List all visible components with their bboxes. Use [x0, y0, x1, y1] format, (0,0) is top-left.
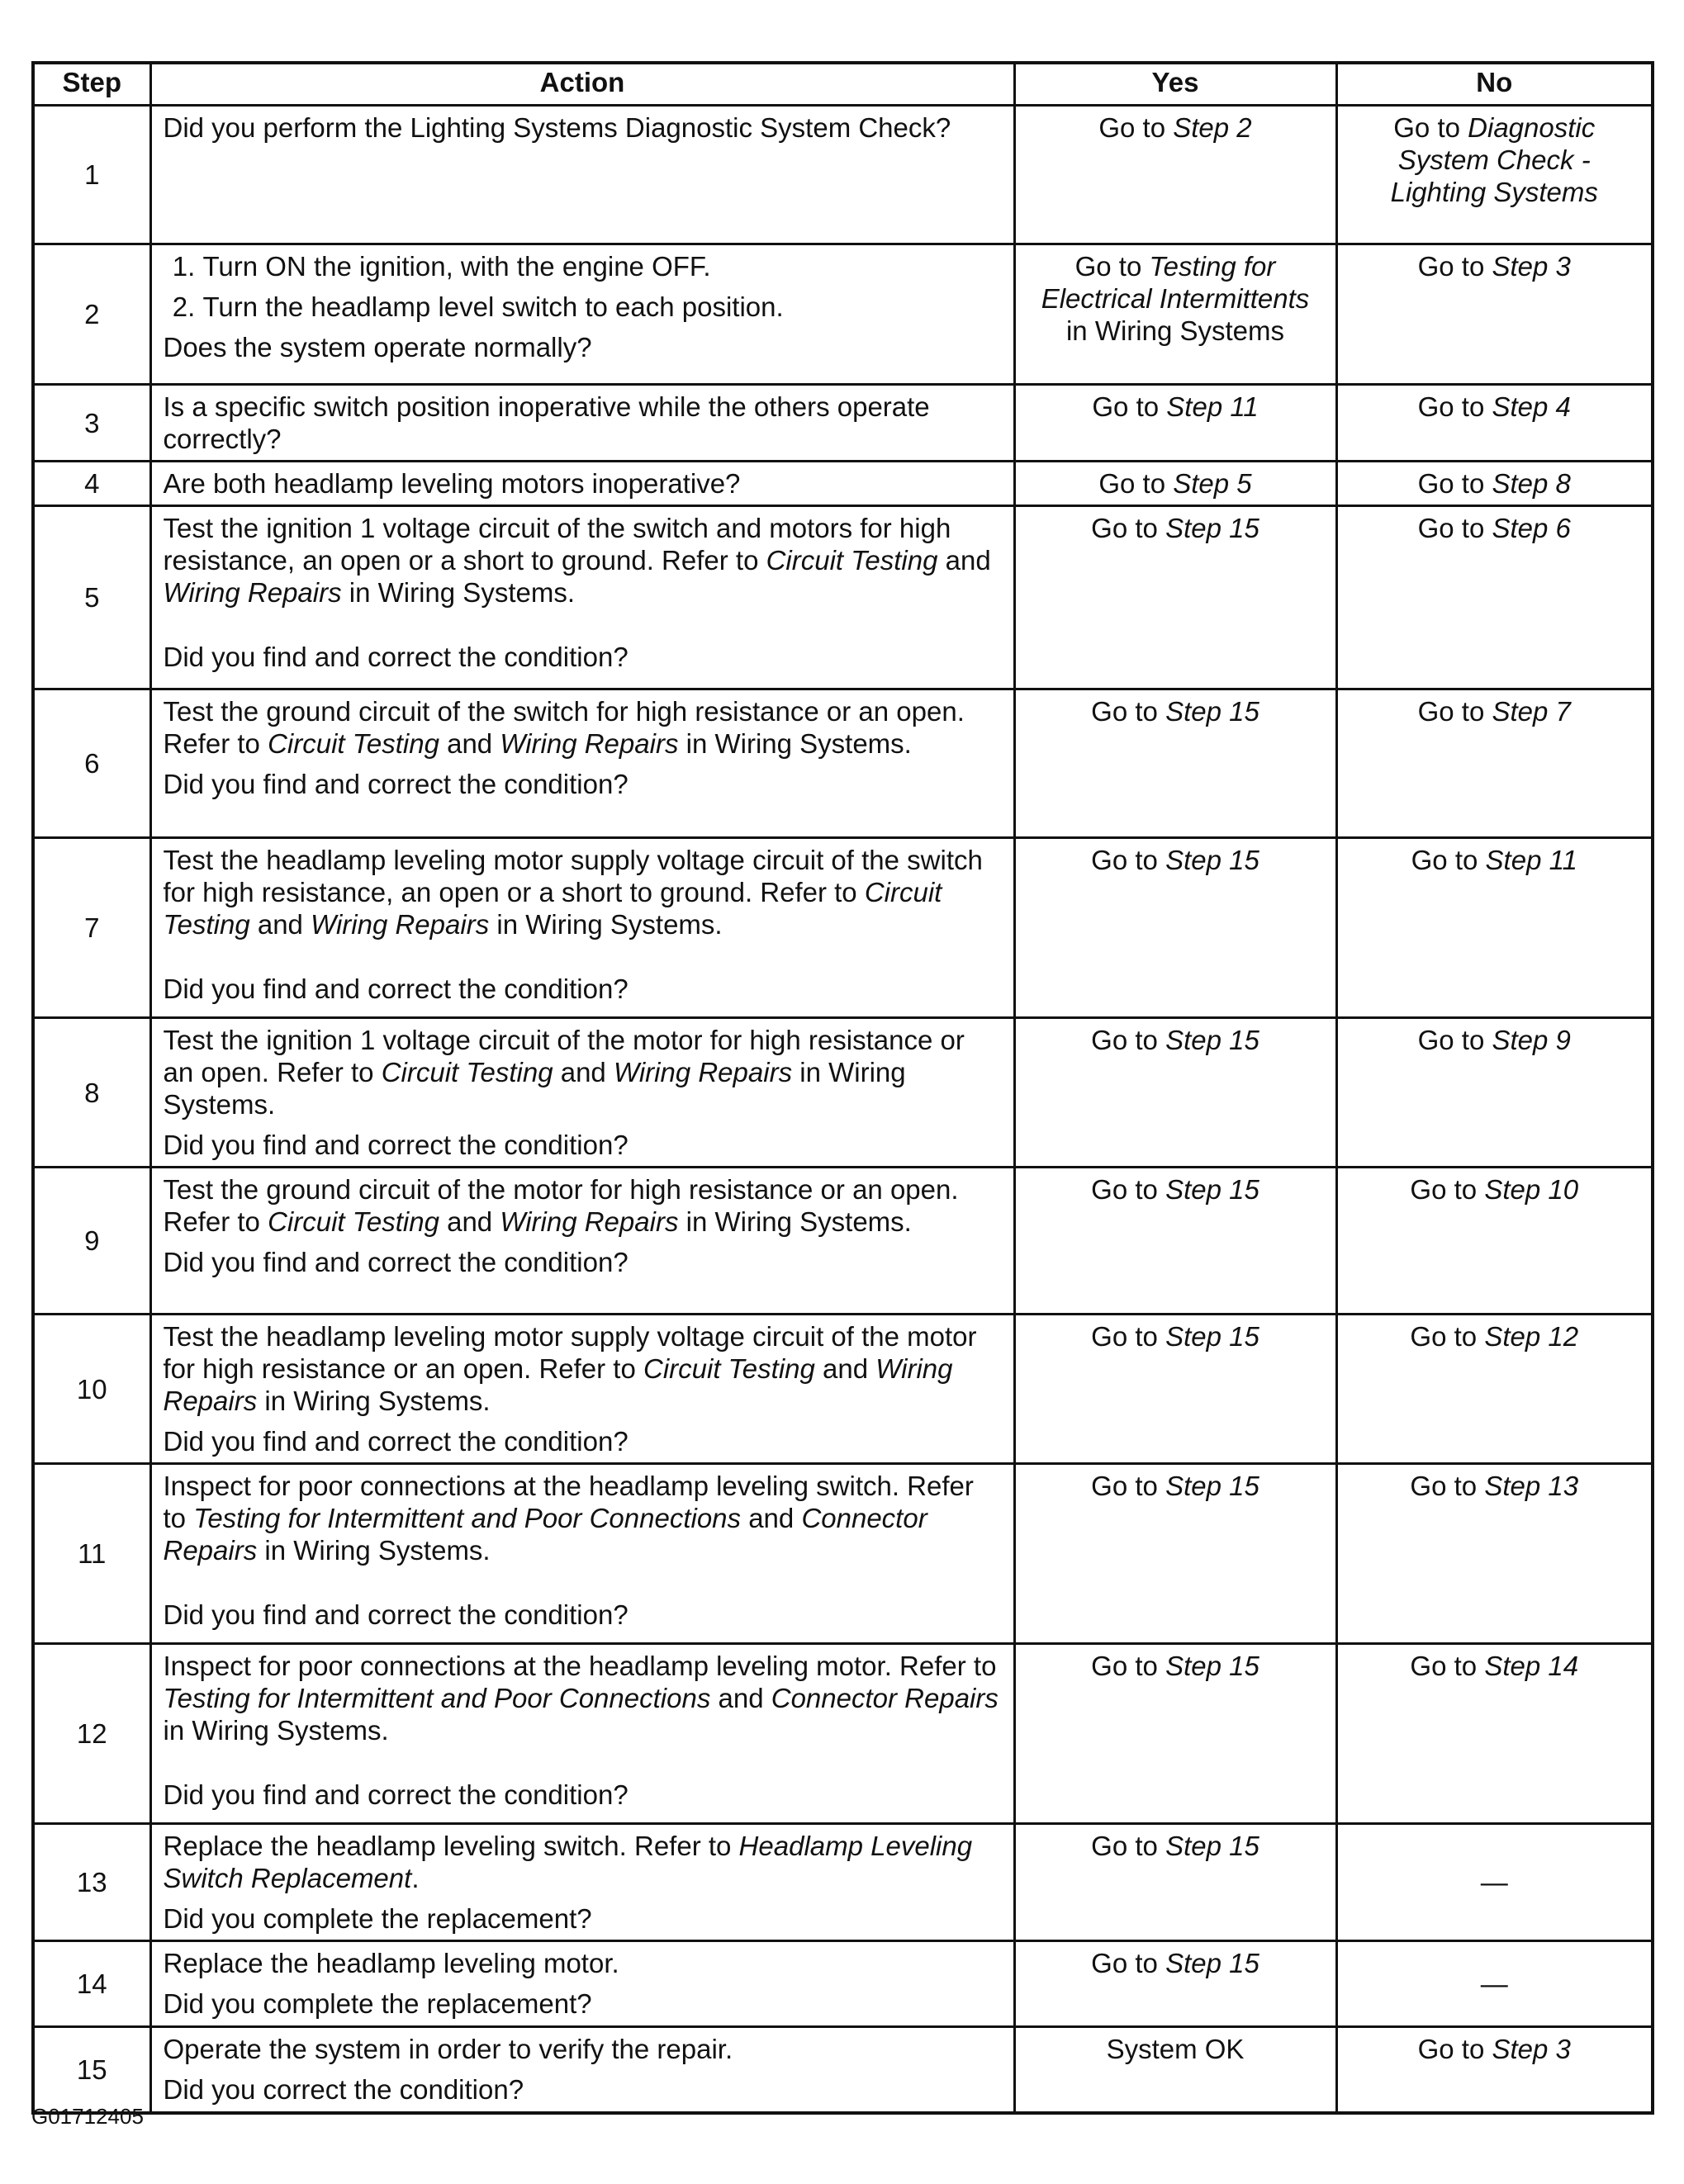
step-number: 7: [33, 838, 150, 1018]
action-text-fragment: in Wiring Systems.: [257, 1386, 491, 1416]
reference-link: Wiring Repairs: [500, 728, 679, 759]
yes-goto-text: Go to: [1091, 696, 1166, 727]
table-row: [33, 2027, 1653, 2113]
action-text-fragment: Test the ground circuit of the switch for high resistance or an open. Refer to: [163, 696, 965, 759]
action-text: Did you perform the Lighting Systems Diagnostic System Check?: [163, 112, 951, 143]
table-row: [33, 838, 1653, 1018]
no-cell: [1336, 1018, 1653, 1168]
action-question: Did you find and correct the condition?: [163, 1247, 629, 1277]
action-question: Did you correct the condition?: [163, 2074, 524, 2105]
action-cell: [150, 1168, 1014, 1315]
step-number: 15: [33, 2027, 150, 2113]
action-text-fragment: Inspect for poor connections at the headlamp leveling switch. Refer to: [163, 1471, 974, 1533]
yes-goto-text: Go to: [1091, 1651, 1166, 1681]
no-cell: [1336, 385, 1653, 462]
table-row: [33, 1941, 1653, 2027]
action-text-fragment: and: [710, 1683, 771, 1713]
yes-goto-reference: Step 15: [1165, 513, 1259, 543]
action-question: Did you find and correct the condition?: [163, 974, 629, 1004]
reference-link: Headlamp Leveling Switch Replacement: [163, 1831, 973, 1893]
no-cell: [1336, 462, 1653, 506]
yes-cell: [1014, 1018, 1336, 1168]
step-number: 5: [33, 506, 150, 689]
table-body: [33, 106, 1653, 2113]
no-goto-reference: Step 4: [1492, 391, 1571, 422]
step-number: 2: [33, 244, 150, 385]
no-cell: [1336, 689, 1653, 838]
step-number: 13: [33, 1824, 150, 1941]
action-text-fragment: and: [439, 728, 500, 759]
action-question: Did you find and correct the condition?: [163, 642, 629, 672]
action-text-fragment: Test the headlamp leveling motor supply voltage circuit of the switch for high resistance, an open or a short to ground. Refer to: [163, 845, 983, 907]
action-text-fragment: Test the ground circuit of the motor for high resistance or an open. Refer to: [163, 1174, 959, 1237]
no-goto-text: Go to: [1411, 845, 1486, 875]
step-number: 3: [33, 385, 150, 462]
no-goto-text: Go to: [1410, 1471, 1485, 1501]
action-step-list: [164, 250, 1002, 323]
action-text-fragment: Test the ignition 1 voltage circuit of the switch and motors for high resistance, an open or a short to ground. Refer to: [163, 513, 951, 576]
action-text: [164, 1650, 1002, 1746]
action-text: Are both headlamp leveling motors inoperative?: [163, 468, 741, 499]
no-cell: [1336, 1644, 1653, 1824]
yes-goto-text: Go to: [1092, 391, 1167, 422]
action-cell: [150, 385, 1014, 462]
yes-goto-reference: Step 15: [1165, 1174, 1259, 1205]
action-text-fragment: and: [937, 545, 991, 576]
action-text: [164, 695, 1002, 760]
diagnostic-table-container: [31, 61, 1651, 2115]
diagnostic-table: [31, 61, 1654, 2115]
yes-goto-reference: Step 15: [1165, 1948, 1259, 1978]
yes-goto-text: Go to: [1074, 251, 1150, 282]
action-text-fragment: in Wiring Systems.: [341, 577, 575, 608]
step-number: 11: [33, 1464, 150, 1644]
action-cell: [150, 462, 1014, 506]
action-question: Did you find and correct the condition?: [163, 1779, 629, 1810]
action-cell: [150, 244, 1014, 385]
yes-goto-text: Go to: [1091, 1948, 1166, 1978]
action-text-fragment: in Wiring Systems.: [163, 1057, 906, 1120]
no-cell: [1336, 244, 1653, 385]
reference-link: Circuit Testing: [268, 1206, 439, 1237]
no-goto-reference: Step 9: [1492, 1025, 1571, 1055]
yes-goto-text: Go to: [1091, 845, 1166, 875]
no-goto-text: Go to: [1410, 1651, 1485, 1681]
no-goto-text: Go to: [1417, 696, 1492, 727]
yes-cell: [1014, 506, 1336, 689]
reference-link: Circuit Testing: [381, 1057, 553, 1087]
action-text-fragment: in Wiring Systems.: [678, 1206, 912, 1237]
no-goto-reference: Step 7: [1492, 696, 1571, 727]
yes-goto-reference: Step 15: [1165, 1831, 1259, 1861]
yes-goto-reference: Step 2: [1173, 112, 1252, 143]
table-row: [33, 385, 1653, 462]
action-cell: [150, 1644, 1014, 1824]
action-text: Operate the system in order to verify the repair.: [163, 2034, 733, 2064]
no-goto-reference: Diagnostic System Check - Lighting Systems: [1390, 112, 1598, 207]
action-text-fragment: and: [249, 909, 311, 940]
table-row: [33, 1315, 1653, 1464]
no-result-text: —: [1480, 1968, 1508, 1999]
yes-goto-text: Go to: [1091, 1174, 1166, 1205]
no-cell: [1336, 106, 1653, 244]
action-text-fragment: .: [411, 1863, 420, 1893]
action-text-fragment: in Wiring Systems.: [489, 909, 723, 940]
yes-cell: [1014, 838, 1336, 1018]
reference-link: Wiring Repairs: [163, 1353, 953, 1416]
yes-goto-text: Go to: [1098, 468, 1174, 499]
table-row: [33, 106, 1653, 244]
yes-goto-reference: Step 15: [1165, 1471, 1259, 1501]
no-goto-text: Go to: [1417, 513, 1492, 543]
step-number: 14: [33, 1941, 150, 2027]
yes-goto-text: Go to: [1091, 1025, 1166, 1055]
no-cell: [1336, 838, 1653, 1018]
action-text: [164, 1470, 1002, 1566]
step-number: 4: [33, 462, 150, 506]
table-row: [33, 1644, 1653, 1824]
reference-link: Wiring Repairs: [163, 577, 342, 608]
action-cell: [150, 1018, 1014, 1168]
action-cell: [150, 106, 1014, 244]
no-cell: [1336, 1941, 1653, 2027]
action-cell: [150, 1824, 1014, 1941]
yes-cell: [1014, 1941, 1336, 2027]
yes-cell: [1014, 1168, 1336, 1315]
no-cell: [1336, 1315, 1653, 1464]
yes-goto-text: Go to: [1091, 1471, 1166, 1501]
action-text-fragment: in Wiring Systems.: [257, 1535, 491, 1566]
action-text: [164, 512, 1002, 609]
yes-cell: [1014, 2027, 1336, 2113]
action-text-fragment: and: [741, 1503, 802, 1533]
action-text-fragment: Test the ignition 1 voltage circuit of the motor for high resistance or an open. Refer to: [163, 1025, 965, 1087]
header-action: Action: [150, 63, 1014, 106]
step-number: 10: [33, 1315, 150, 1464]
step-number: 1: [33, 106, 150, 244]
action-cell: [150, 506, 1014, 689]
no-goto-text: Go to: [1417, 391, 1492, 422]
no-goto-reference: Step 3: [1492, 251, 1571, 282]
action-text: [164, 1830, 1002, 1894]
action-question: Does the system operate normally?: [163, 332, 592, 362]
table-row: [33, 1464, 1653, 1644]
action-cell: [150, 1941, 1014, 2027]
yes-cell: [1014, 1644, 1336, 1824]
yes-result-text: System OK: [1106, 2034, 1245, 2064]
no-goto-text: Go to: [1410, 1321, 1485, 1352]
action-text: [164, 1320, 1002, 1417]
action-question: Did you find and correct the condition?: [163, 1426, 629, 1457]
no-goto-text: Go to: [1393, 112, 1468, 143]
action-text-fragment: and: [553, 1057, 614, 1087]
no-goto-reference: Step 13: [1484, 1471, 1579, 1501]
action-step-item: 1. Turn ON the ignition, with the engine OFF.: [203, 250, 1002, 282]
action-cell: [150, 838, 1014, 1018]
reference-link: Testing for Intermittent and Poor Connections: [163, 1683, 711, 1713]
step-number: 12: [33, 1644, 150, 1824]
no-goto-text: Go to: [1417, 2034, 1492, 2064]
action-text-fragment: Replace the headlamp leveling switch. Refer to: [163, 1831, 739, 1861]
yes-goto-reference: Step 15: [1165, 1651, 1259, 1681]
header-yes: Yes: [1014, 63, 1336, 106]
reference-link: Testing for Intermittent and Poor Connections: [193, 1503, 742, 1533]
reference-link: Circuit Testing: [643, 1353, 815, 1384]
action-cell: [150, 2027, 1014, 2113]
no-goto-reference: Step 6: [1492, 513, 1571, 543]
yes-goto-reference: Step 15: [1165, 1321, 1259, 1352]
action-question: Did you find and correct the condition?: [163, 769, 629, 799]
no-goto-reference: Step 14: [1484, 1651, 1579, 1681]
table-row: [33, 1018, 1653, 1168]
action-text-fragment: and: [439, 1206, 500, 1237]
action-question: Did you complete the replacement?: [163, 1988, 592, 2019]
table-row: [33, 1168, 1653, 1315]
no-goto-reference: Step 10: [1484, 1174, 1579, 1205]
header-step: Step: [33, 63, 150, 106]
no-result-text: —: [1480, 1867, 1508, 1897]
action-text-fragment: Test the headlamp leveling motor supply voltage circuit of the motor for high resistance or an open. Refer to: [163, 1321, 977, 1384]
action-cell: [150, 1464, 1014, 1644]
no-goto-reference: Step 3: [1492, 2034, 1571, 2064]
no-goto-text: Go to: [1417, 468, 1492, 499]
yes-goto-reference: Step 15: [1165, 845, 1259, 875]
yes-cell: [1014, 1315, 1336, 1464]
yes-cell: [1014, 1824, 1336, 1941]
no-cell: [1336, 1168, 1653, 1315]
action-text-fragment: Inspect for poor connections at the headlamp leveling motor. Refer to: [163, 1651, 997, 1681]
table-row: [33, 462, 1653, 506]
yes-goto-text: Go to: [1091, 1831, 1166, 1861]
table-row: [33, 689, 1653, 838]
step-number: 9: [33, 1168, 150, 1315]
action-text-fragment: and: [814, 1353, 876, 1384]
no-goto-reference: Step 11: [1485, 845, 1577, 875]
action-question: Did you find and correct the condition?: [163, 1599, 629, 1630]
action-cell: [150, 1315, 1014, 1464]
yes-goto-reference: Step 5: [1173, 468, 1252, 499]
reference-link: Wiring Repairs: [311, 909, 490, 940]
yes-goto-reference: Step 15: [1165, 696, 1259, 727]
action-cell: [150, 689, 1014, 838]
no-goto-text: Go to: [1417, 251, 1492, 282]
step-number: 6: [33, 689, 150, 838]
no-goto-text: Go to: [1417, 1025, 1492, 1055]
table-row: [33, 1824, 1653, 1941]
yes-cell: [1014, 385, 1336, 462]
action-text-fragment: in Wiring Systems.: [678, 728, 912, 759]
reference-link: Wiring Repairs: [500, 1206, 679, 1237]
action-text: Is a specific switch position inoperative while the others operate correctly?: [163, 391, 930, 454]
step-number: 8: [33, 1018, 150, 1168]
no-goto-reference: Step 12: [1484, 1321, 1579, 1352]
yes-goto-text: Go to: [1091, 513, 1166, 543]
action-text: [164, 844, 1002, 940]
action-text: [164, 1024, 1002, 1120]
table-row: [33, 244, 1653, 385]
reference-link: Connector Repairs: [771, 1683, 999, 1713]
table-header-row: [33, 63, 1653, 106]
yes-goto-reference: Step 15: [1165, 1025, 1259, 1055]
yes-cell: [1014, 106, 1336, 244]
action-question: Did you find and correct the condition?: [163, 1130, 629, 1160]
header-no: No: [1336, 63, 1653, 106]
action-step-item: 2. Turn the headlamp level switch to each position.: [203, 291, 1002, 323]
action-question: Did you complete the replacement?: [163, 1903, 592, 1934]
no-goto-text: Go to: [1410, 1174, 1485, 1205]
yes-goto-text: Go to: [1091, 1321, 1166, 1352]
reference-link: Connector Repairs: [163, 1503, 927, 1566]
reference-link: Circuit Testing: [268, 728, 439, 759]
reference-link: Circuit Testing: [163, 877, 942, 940]
yes-goto-reference: Testing for Electrical Intermittents: [1041, 251, 1310, 314]
action-text: [164, 1173, 1002, 1238]
yes-cell: [1014, 244, 1336, 385]
no-cell: [1336, 1824, 1653, 1941]
no-cell: [1336, 1464, 1653, 1644]
figure-id: G01712405: [31, 2104, 144, 2129]
table-row: [33, 506, 1653, 689]
no-goto-reference: Step 8: [1492, 468, 1571, 499]
action-text-fragment: in Wiring Systems.: [163, 1715, 389, 1746]
yes-cell: [1014, 689, 1336, 838]
reference-link: Circuit Testing: [766, 545, 938, 576]
yes-goto-suffix: in Wiring Systems: [1065, 315, 1285, 346]
reference-link: Wiring Repairs: [613, 1057, 793, 1087]
no-cell: [1336, 2027, 1653, 2113]
no-cell: [1336, 506, 1653, 689]
yes-goto-text: Go to: [1098, 112, 1174, 143]
action-text: Replace the headlamp leveling motor.: [163, 1948, 619, 1978]
yes-cell: [1014, 462, 1336, 506]
yes-goto-reference: Step 11: [1166, 391, 1259, 422]
yes-cell: [1014, 1464, 1336, 1644]
